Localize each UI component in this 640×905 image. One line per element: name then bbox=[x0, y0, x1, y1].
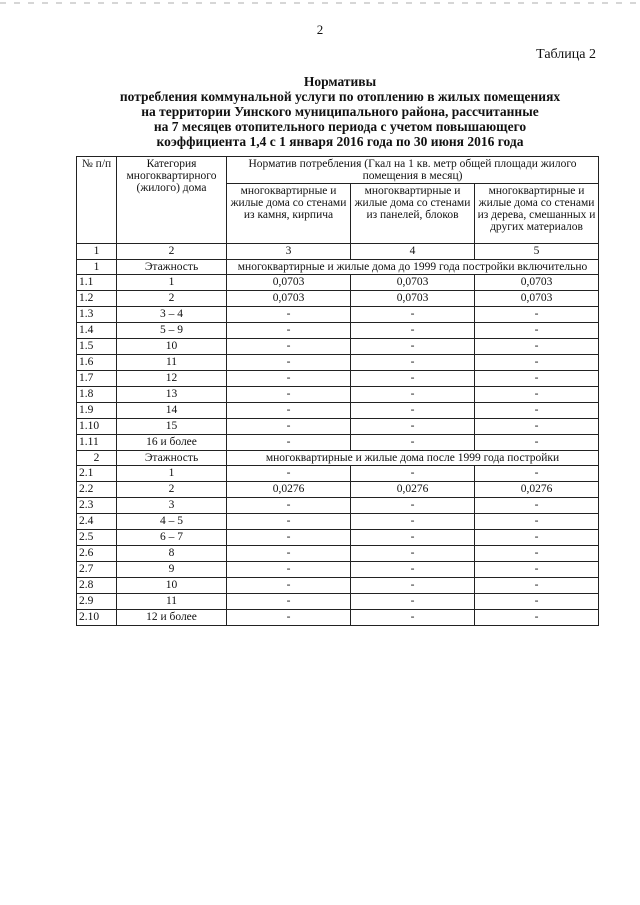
title-line: потребления коммунальной услуги по отоплению в жилых помещениях bbox=[119, 89, 561, 104]
column-number: 4 bbox=[351, 244, 475, 260]
table-row bbox=[77, 578, 599, 594]
row-number: 1.11 bbox=[77, 435, 117, 451]
header-stone-walls: многоквартирные и жилые дома со стенами из камня, кирпича bbox=[227, 184, 351, 244]
row-value-wood: - bbox=[475, 498, 599, 514]
row-category: 12 и более bbox=[117, 610, 227, 626]
section-number: 1 bbox=[77, 260, 117, 275]
row-value-stone: - bbox=[227, 403, 351, 419]
section-label: многоквартирные и жилые дома после 1999 года постройки bbox=[227, 451, 599, 466]
header-wood-walls: многоквартирные и жилые дома со стенами из дерева, смешанных и других материалов bbox=[475, 184, 599, 244]
table-row bbox=[77, 435, 599, 451]
column-number: 5 bbox=[475, 244, 599, 260]
row-value-stone: - bbox=[227, 419, 351, 435]
row-value-panel: - bbox=[351, 371, 475, 387]
row-value-panel: - bbox=[351, 610, 475, 626]
row-value-stone: - bbox=[227, 610, 351, 626]
row-number: 2.3 bbox=[77, 498, 117, 514]
row-value-wood: - bbox=[475, 419, 599, 435]
row-value-wood: - bbox=[475, 610, 599, 626]
row-value-wood: - bbox=[475, 514, 599, 530]
header-category: Категория многоквартирного (жилого) дома bbox=[117, 157, 227, 244]
row-number: 1.9 bbox=[77, 403, 117, 419]
table-row bbox=[77, 466, 599, 482]
row-value-panel: - bbox=[351, 355, 475, 371]
row-category: 14 bbox=[117, 403, 227, 419]
row-value-stone: - bbox=[227, 371, 351, 387]
row-category: 2 bbox=[117, 482, 227, 498]
header-row bbox=[77, 157, 599, 184]
row-number: 2.1 bbox=[77, 466, 117, 482]
row-value-stone: - bbox=[227, 546, 351, 562]
column-number: 2 bbox=[117, 244, 227, 260]
row-number: 1.7 bbox=[77, 371, 117, 387]
row-value-panel: - bbox=[351, 323, 475, 339]
row-value-stone: - bbox=[227, 355, 351, 371]
row-value-wood: 0,0703 bbox=[475, 275, 599, 291]
row-value-stone: - bbox=[227, 323, 351, 339]
row-value-stone: - bbox=[227, 530, 351, 546]
row-value-wood: - bbox=[475, 371, 599, 387]
row-category: 3 – 4 bbox=[117, 307, 227, 323]
row-number: 1.8 bbox=[77, 387, 117, 403]
table-row bbox=[77, 339, 599, 355]
row-value-wood: - bbox=[475, 355, 599, 371]
table-row bbox=[77, 371, 599, 387]
row-category: 11 bbox=[117, 355, 227, 371]
row-value-stone: - bbox=[227, 466, 351, 482]
row-number: 1.4 bbox=[77, 323, 117, 339]
row-value-wood: - bbox=[475, 466, 599, 482]
row-category: 10 bbox=[117, 339, 227, 355]
title-line: на территории Уинского муниципального района, рассчитанные bbox=[141, 104, 539, 119]
row-number: 2.10 bbox=[77, 610, 117, 626]
table-row bbox=[77, 498, 599, 514]
row-value-stone: 0,0276 bbox=[227, 482, 351, 498]
column-number-row bbox=[77, 244, 599, 260]
table-row bbox=[77, 355, 599, 371]
row-value-stone: 0,0703 bbox=[227, 275, 351, 291]
row-value-stone: - bbox=[227, 435, 351, 451]
row-value-wood: - bbox=[475, 546, 599, 562]
row-number: 1.2 bbox=[77, 291, 117, 307]
row-category: 9 bbox=[117, 562, 227, 578]
row-value-panel: - bbox=[351, 403, 475, 419]
page-number: 2 bbox=[316, 22, 324, 37]
table-body bbox=[77, 244, 599, 626]
row-number: 1.6 bbox=[77, 355, 117, 371]
section-number: 2 bbox=[77, 451, 117, 466]
row-value-wood: - bbox=[475, 403, 599, 419]
row-value-stone: - bbox=[227, 562, 351, 578]
table-label: Таблица 2 bbox=[536, 47, 596, 62]
row-value-stone: 0,0703 bbox=[227, 291, 351, 307]
title-line: коэффициента 1,4 с 1 января 2016 года по 30 июня 2016 года bbox=[156, 134, 524, 149]
row-category: 5 – 9 bbox=[117, 323, 227, 339]
row-category: 16 и более bbox=[117, 435, 227, 451]
row-category: 11 bbox=[117, 594, 227, 610]
row-value-panel: - bbox=[351, 530, 475, 546]
row-number: 1.3 bbox=[77, 307, 117, 323]
row-value-panel: - bbox=[351, 307, 475, 323]
title-line: Нормативы bbox=[303, 74, 377, 89]
table-header bbox=[77, 157, 599, 244]
row-number: 1.1 bbox=[77, 275, 117, 291]
table-row bbox=[77, 482, 599, 498]
table-row bbox=[77, 514, 599, 530]
row-value-panel: - bbox=[351, 514, 475, 530]
header-panel-walls: многоквартирные и жилые дома со стенами из панелей, блоков bbox=[351, 184, 475, 244]
table-row bbox=[77, 594, 599, 610]
row-value-wood: - bbox=[475, 578, 599, 594]
table-row bbox=[77, 610, 599, 626]
row-number: 2.5 bbox=[77, 530, 117, 546]
row-value-stone: - bbox=[227, 514, 351, 530]
table-row bbox=[77, 419, 599, 435]
section-row bbox=[77, 260, 599, 275]
row-number: 2.6 bbox=[77, 546, 117, 562]
row-category: 15 bbox=[117, 419, 227, 435]
row-value-panel: - bbox=[351, 498, 475, 514]
row-value-panel: - bbox=[351, 562, 475, 578]
row-value-wood: - bbox=[475, 594, 599, 610]
row-category: 1 bbox=[117, 275, 227, 291]
row-value-panel: - bbox=[351, 387, 475, 403]
section-category: Этажность bbox=[117, 451, 227, 466]
row-number: 2.7 bbox=[77, 562, 117, 578]
row-value-wood: - bbox=[475, 562, 599, 578]
row-number: 1.5 bbox=[77, 339, 117, 355]
column-number: 3 bbox=[227, 244, 351, 260]
header-no: № п/п bbox=[77, 157, 117, 244]
row-number: 2.8 bbox=[77, 578, 117, 594]
section-label: многоквартирные и жилые дома до 1999 года постройки включительно bbox=[227, 260, 599, 275]
table-row bbox=[77, 307, 599, 323]
row-number: 2.9 bbox=[77, 594, 117, 610]
row-value-stone: - bbox=[227, 498, 351, 514]
row-value-wood: - bbox=[475, 307, 599, 323]
row-value-panel: - bbox=[351, 578, 475, 594]
title-line: на 7 месяцев отопительного периода с учетом повышающего bbox=[153, 119, 527, 134]
row-value-wood: - bbox=[475, 323, 599, 339]
row-category: 2 bbox=[117, 291, 227, 307]
row-value-wood: - bbox=[475, 387, 599, 403]
row-value-panel: - bbox=[351, 419, 475, 435]
row-category: 4 – 5 bbox=[117, 514, 227, 530]
table-row bbox=[77, 562, 599, 578]
row-value-wood: 0,0703 bbox=[475, 291, 599, 307]
row-category: 12 bbox=[117, 371, 227, 387]
section-row bbox=[77, 451, 599, 466]
document-title bbox=[60, 74, 620, 149]
header-norm-group: Норматив потребления (Гкал на 1 кв. метр общей площади жилого помещения в месяц) bbox=[227, 157, 599, 184]
row-value-stone: - bbox=[227, 387, 351, 403]
row-category: 3 bbox=[117, 498, 227, 514]
table-row bbox=[77, 387, 599, 403]
table-row bbox=[77, 323, 599, 339]
row-value-panel: - bbox=[351, 466, 475, 482]
row-category: 8 bbox=[117, 546, 227, 562]
table-row bbox=[77, 546, 599, 562]
table-row bbox=[77, 291, 599, 307]
row-number: 2.4 bbox=[77, 514, 117, 530]
row-value-wood: - bbox=[475, 435, 599, 451]
row-category: 6 – 7 bbox=[117, 530, 227, 546]
norms-table bbox=[76, 156, 599, 626]
scan-edge-top bbox=[0, 2, 640, 4]
table-row bbox=[77, 403, 599, 419]
row-value-panel: - bbox=[351, 594, 475, 610]
row-value-panel: - bbox=[351, 435, 475, 451]
table-row bbox=[77, 275, 599, 291]
column-number: 1 bbox=[77, 244, 117, 260]
row-category: 1 bbox=[117, 466, 227, 482]
table-row bbox=[77, 530, 599, 546]
row-category: 10 bbox=[117, 578, 227, 594]
row-value-stone: - bbox=[227, 307, 351, 323]
row-value-panel: 0,0276 bbox=[351, 482, 475, 498]
row-value-stone: - bbox=[227, 594, 351, 610]
row-value-stone: - bbox=[227, 339, 351, 355]
row-value-wood: - bbox=[475, 339, 599, 355]
row-value-stone: - bbox=[227, 578, 351, 594]
row-value-panel: 0,0703 bbox=[351, 275, 475, 291]
section-category: Этажность bbox=[117, 260, 227, 275]
row-value-panel: 0,0703 bbox=[351, 291, 475, 307]
row-value-panel: - bbox=[351, 546, 475, 562]
row-value-wood: - bbox=[475, 530, 599, 546]
row-category: 13 bbox=[117, 387, 227, 403]
row-value-panel: - bbox=[351, 339, 475, 355]
row-number: 2.2 bbox=[77, 482, 117, 498]
row-value-wood: 0,0276 bbox=[475, 482, 599, 498]
row-number: 1.10 bbox=[77, 419, 117, 435]
